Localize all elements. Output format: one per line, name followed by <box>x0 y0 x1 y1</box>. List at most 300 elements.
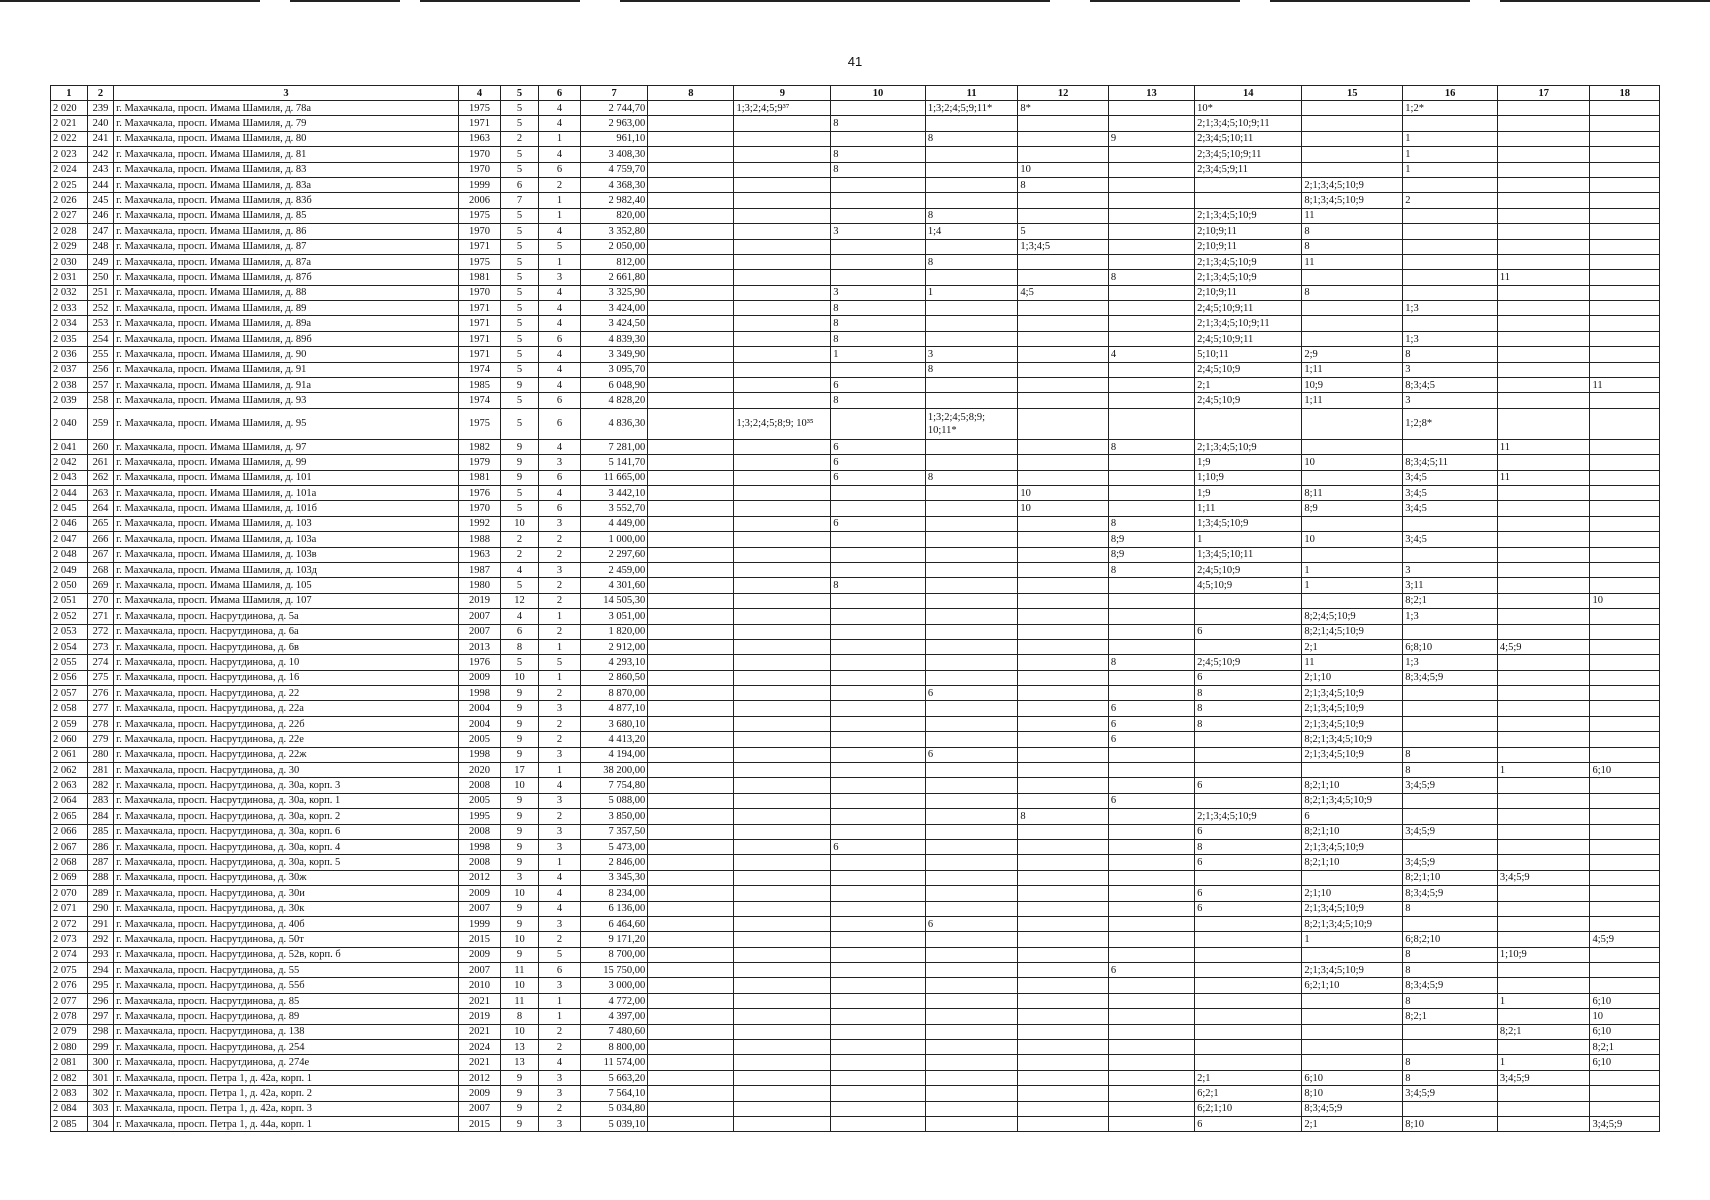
table-cell-col-14: 2;10;9;11 <box>1195 239 1302 254</box>
column-header-10: 10 <box>831 86 926 101</box>
table-cell-col-4: 2007 <box>459 963 501 978</box>
table-cell-col-6: 6 <box>538 162 580 177</box>
table-cell-col-10 <box>831 208 926 223</box>
table-cell-col-1: 2 041 <box>51 439 88 454</box>
table-cell-col-11 <box>925 670 1018 685</box>
table-cell-col-18 <box>1590 793 1660 808</box>
table-cell-col-6: 4 <box>538 778 580 793</box>
table-cell-col-12 <box>1018 655 1108 670</box>
table-cell-col-10: 8 <box>831 147 926 162</box>
table-cell-col-11 <box>925 1117 1018 1132</box>
table-cell-col-5: 9 <box>501 1101 539 1116</box>
table-cell-col-17 <box>1497 593 1590 608</box>
table-cell-col-13 <box>1108 686 1194 701</box>
table-row <box>51 593 1660 608</box>
table-cell-col-11 <box>925 839 1018 854</box>
table-cell-col-10 <box>831 501 926 516</box>
table-cell-col-17 <box>1497 839 1590 854</box>
table-cell-col-7: 38 200,00 <box>580 763 647 778</box>
table-cell-col-14: 8 <box>1195 686 1302 701</box>
table-cell-col-7: 4 836,30 <box>580 408 647 439</box>
table-cell-col-10 <box>831 193 926 208</box>
table-cell-col-7: 11 665,00 <box>580 470 647 485</box>
table-cell-col-13 <box>1108 916 1194 931</box>
table-cell-col-14: 4;5;10;9 <box>1195 578 1302 593</box>
table-cell-col-5: 5 <box>501 362 539 377</box>
table-cell-col-13 <box>1108 901 1194 916</box>
table-cell-col-17 <box>1497 147 1590 162</box>
table-cell-col-1: 2 038 <box>51 378 88 393</box>
table-cell-col-12 <box>1018 993 1108 1008</box>
table-cell-col-14 <box>1195 609 1302 624</box>
table-cell-col-17: 11 <box>1497 470 1590 485</box>
table-cell-col-9 <box>734 1055 831 1070</box>
table-cell-col-15: 11 <box>1302 208 1403 223</box>
table-cell-col-1: 2 056 <box>51 670 88 685</box>
table-cell-col-10: 6 <box>831 455 926 470</box>
table-cell-col-11: 8 <box>925 131 1018 146</box>
table-cell-col-1: 2 075 <box>51 963 88 978</box>
table-row <box>51 686 1660 701</box>
table-cell-col-7: 7 357,50 <box>580 824 647 839</box>
table-cell-col-1: 2 062 <box>51 763 88 778</box>
table-cell-col-18 <box>1590 1070 1660 1085</box>
table-cell-col-13 <box>1108 747 1194 762</box>
table-cell-col-8 <box>648 686 734 701</box>
table-cell-col-14 <box>1195 177 1302 192</box>
table-cell-col-17 <box>1497 1009 1590 1024</box>
table-cell-col-16: 1;3 <box>1403 609 1498 624</box>
table-cell-col-18 <box>1590 886 1660 901</box>
table-cell-col-2: 266 <box>87 532 113 547</box>
table-cell-col-2: 302 <box>87 1086 113 1101</box>
table-cell-col-5: 9 <box>501 824 539 839</box>
table-cell-col-2: 274 <box>87 655 113 670</box>
table-cell-col-14: 6;2;1;10 <box>1195 1101 1302 1116</box>
table-cell-col-2: 281 <box>87 763 113 778</box>
table-cell-col-7: 5 034,80 <box>580 1101 647 1116</box>
table-cell-col-14 <box>1195 1009 1302 1024</box>
table-cell-col-11 <box>925 655 1018 670</box>
table-cell-col-12 <box>1018 824 1108 839</box>
table-cell-col-12 <box>1018 1101 1108 1116</box>
table-cell-col-9 <box>734 932 831 947</box>
table-cell-col-4: 2007 <box>459 901 501 916</box>
table-cell-col-12 <box>1018 901 1108 916</box>
table-cell-col-7: 5 088,00 <box>580 793 647 808</box>
table-cell-col-3: г. Махачкала, просп. Насрутдинова, д. 254 <box>114 1040 459 1055</box>
table-cell-col-16 <box>1403 285 1498 300</box>
table-cell-col-8 <box>648 193 734 208</box>
table-cell-col-1: 2 082 <box>51 1070 88 1085</box>
table-cell-col-1: 2 052 <box>51 609 88 624</box>
table-cell-col-15: 8;2;4;5;10;9 <box>1302 609 1403 624</box>
table-cell-col-14: 2;1;3;4;5;10;9;11 <box>1195 316 1302 331</box>
table-cell-col-7: 1 820,00 <box>580 624 647 639</box>
table-cell-col-18 <box>1590 316 1660 331</box>
table-cell-col-3: г. Махачкала, просп. Имама Шамиля, д. 103а <box>114 532 459 547</box>
table-cell-col-16: 8;3;4;5;11 <box>1403 455 1498 470</box>
table-cell-col-13 <box>1108 501 1194 516</box>
table-cell-col-9 <box>734 316 831 331</box>
table-cell-col-13 <box>1108 932 1194 947</box>
table-cell-col-12: 1;3;4;5 <box>1018 239 1108 254</box>
table-cell-col-12 <box>1018 316 1108 331</box>
table-cell-col-18 <box>1590 747 1660 762</box>
table-cell-col-13 <box>1108 1117 1194 1132</box>
table-cell-col-4: 1970 <box>459 501 501 516</box>
table-cell-col-2: 262 <box>87 470 113 485</box>
table-cell-col-13: 8 <box>1108 655 1194 670</box>
column-header-4: 4 <box>459 86 501 101</box>
table-cell-col-13: 6 <box>1108 963 1194 978</box>
table-cell-col-9 <box>734 378 831 393</box>
table-cell-col-13 <box>1108 316 1194 331</box>
table-cell-col-10: 8 <box>831 393 926 408</box>
table-cell-col-18 <box>1590 208 1660 223</box>
table-cell-col-18 <box>1590 131 1660 146</box>
table-cell-col-11 <box>925 855 1018 870</box>
table-cell-col-4: 1985 <box>459 378 501 393</box>
table-cell-col-1: 2 069 <box>51 870 88 885</box>
table-cell-col-13 <box>1108 886 1194 901</box>
table-cell-col-17 <box>1497 131 1590 146</box>
table-cell-col-14 <box>1195 639 1302 654</box>
table-cell-col-6: 3 <box>538 1086 580 1101</box>
table-cell-col-6: 2 <box>538 1024 580 1039</box>
column-header-14: 14 <box>1195 86 1302 101</box>
table-cell-col-11 <box>925 870 1018 885</box>
table-cell-col-14: 2;4;5;10;9 <box>1195 362 1302 377</box>
table-cell-col-8 <box>648 624 734 639</box>
table-cell-col-5: 5 <box>501 316 539 331</box>
table-cell-col-11: 8 <box>925 362 1018 377</box>
table-cell-col-12 <box>1018 978 1108 993</box>
table-cell-col-9 <box>734 147 831 162</box>
table-cell-col-12 <box>1018 408 1108 439</box>
table-cell-col-13 <box>1108 116 1194 131</box>
table-cell-col-14: 6;2;1 <box>1195 1086 1302 1101</box>
table-cell-col-15: 8;2;1;3;4;5;10;9 <box>1302 732 1403 747</box>
table-cell-col-7: 3 680,10 <box>580 716 647 731</box>
table-cell-col-16 <box>1403 793 1498 808</box>
table-cell-col-10: 6 <box>831 839 926 854</box>
table-cell-col-3: г. Махачкала, просп. Имама Шамиля, д. 103 <box>114 516 459 531</box>
table-cell-col-11 <box>925 624 1018 639</box>
table-cell-col-3: г. Махачкала, просп. Насрутдинова, д. 5а <box>114 609 459 624</box>
table-cell-col-2: 280 <box>87 747 113 762</box>
table-cell-col-14: 10* <box>1195 101 1302 116</box>
table-cell-col-16: 3 <box>1403 362 1498 377</box>
table-cell-col-6: 1 <box>538 193 580 208</box>
table-cell-col-11 <box>925 455 1018 470</box>
table-cell-col-14 <box>1195 593 1302 608</box>
table-cell-col-14: 2;4;5;10;9;11 <box>1195 301 1302 316</box>
table-cell-col-1: 2 072 <box>51 916 88 931</box>
table-cell-col-6: 4 <box>538 316 580 331</box>
table-cell-col-15: 2;1;3;4;5;10;9 <box>1302 747 1403 762</box>
table-cell-col-15 <box>1302 101 1403 116</box>
table-cell-col-3: г. Махачкала, просп. Имама Шамиля, д. 78а <box>114 101 459 116</box>
table-cell-col-14: 2;10;9;11 <box>1195 224 1302 239</box>
table-cell-col-1: 2 070 <box>51 886 88 901</box>
table-cell-col-15: 2;1 <box>1302 1117 1403 1132</box>
table-row <box>51 963 1660 978</box>
table-cell-col-17 <box>1497 347 1590 362</box>
table-cell-col-14 <box>1195 870 1302 885</box>
table-cell-col-8 <box>648 963 734 978</box>
table-cell-col-5: 8 <box>501 639 539 654</box>
table-cell-col-18 <box>1590 331 1660 346</box>
table-cell-col-9 <box>734 809 831 824</box>
table-cell-col-11: 6 <box>925 747 1018 762</box>
table-cell-col-16 <box>1403 686 1498 701</box>
table-cell-col-3: г. Махачкала, просп. Имама Шамиля, д. 81 <box>114 147 459 162</box>
table-cell-col-1: 2 057 <box>51 686 88 701</box>
table-cell-col-14: 2;3;4;5;10;11 <box>1195 131 1302 146</box>
table-cell-col-7: 8 234,00 <box>580 886 647 901</box>
table-cell-col-3: г. Махачкала, просп. Имама Шамиля, д. 101 <box>114 470 459 485</box>
column-header-2: 2 <box>87 86 113 101</box>
table-cell-col-9 <box>734 732 831 747</box>
table-cell-col-10 <box>831 639 926 654</box>
table-cell-col-5: 9 <box>501 701 539 716</box>
table-cell-col-17 <box>1497 254 1590 269</box>
table-cell-col-13 <box>1108 301 1194 316</box>
table-cell-col-16: 1;2* <box>1403 101 1498 116</box>
table-row <box>51 1024 1660 1039</box>
table-cell-col-17 <box>1497 532 1590 547</box>
table-cell-col-4: 2008 <box>459 824 501 839</box>
table-row <box>51 701 1660 716</box>
table-cell-col-2: 264 <box>87 501 113 516</box>
table-cell-col-2: 244 <box>87 177 113 192</box>
table-row <box>51 809 1660 824</box>
table-row <box>51 609 1660 624</box>
table-cell-col-18 <box>1590 362 1660 377</box>
table-cell-col-3: г. Махачкала, просп. Петра 1, д. 44а, корп. 1 <box>114 1117 459 1132</box>
table-row <box>51 670 1660 685</box>
table-cell-col-8 <box>648 716 734 731</box>
table-cell-col-11: 8 <box>925 254 1018 269</box>
table-cell-col-6: 3 <box>538 793 580 808</box>
table-cell-col-1: 2 034 <box>51 316 88 331</box>
table-cell-col-4: 1999 <box>459 916 501 931</box>
table-row <box>51 439 1660 454</box>
table-cell-col-18 <box>1590 686 1660 701</box>
table-cell-col-16: 1 <box>1403 131 1498 146</box>
table-cell-col-13 <box>1108 670 1194 685</box>
table-cell-col-3: г. Махачкала, просп. Насрутдинова, д. 30 <box>114 763 459 778</box>
table-cell-col-17 <box>1497 562 1590 577</box>
table-cell-col-3: г. Махачкала, просп. Насрутдинова, д. 6в <box>114 639 459 654</box>
table-cell-col-13 <box>1108 285 1194 300</box>
table-row <box>51 239 1660 254</box>
table-cell-col-11 <box>925 547 1018 562</box>
table-cell-col-14: 1 <box>1195 532 1302 547</box>
table-row <box>51 1086 1660 1101</box>
table-cell-col-1: 2 051 <box>51 593 88 608</box>
table-cell-col-4: 1992 <box>459 516 501 531</box>
table-cell-col-7: 3 345,30 <box>580 870 647 885</box>
table-cell-col-1: 2 059 <box>51 716 88 731</box>
table-cell-col-16 <box>1403 516 1498 531</box>
table-cell-col-13: 6 <box>1108 701 1194 716</box>
table-row <box>51 624 1660 639</box>
table-cell-col-6: 1 <box>538 763 580 778</box>
table-cell-col-15 <box>1302 439 1403 454</box>
table-cell-col-15 <box>1302 1040 1403 1055</box>
table-cell-col-5: 8 <box>501 1009 539 1024</box>
column-header-5: 5 <box>501 86 539 101</box>
table-cell-col-17: 1 <box>1497 763 1590 778</box>
top-border <box>0 0 1710 2</box>
table-row <box>51 1117 1660 1132</box>
table-cell-col-16 <box>1403 270 1498 285</box>
table-cell-col-13 <box>1108 763 1194 778</box>
table-cell-col-10 <box>831 239 926 254</box>
table-cell-col-4: 1981 <box>459 270 501 285</box>
table-cell-col-5: 2 <box>501 532 539 547</box>
table-cell-col-2: 301 <box>87 1070 113 1085</box>
table-cell-col-16: 8;2;1 <box>1403 1009 1498 1024</box>
table-cell-col-14: 1;9 <box>1195 485 1302 500</box>
table-row <box>51 208 1660 223</box>
table-cell-col-12 <box>1018 131 1108 146</box>
table-cell-col-17 <box>1497 778 1590 793</box>
table-cell-col-17 <box>1497 670 1590 685</box>
table-cell-col-9 <box>734 1009 831 1024</box>
table-cell-col-2: 251 <box>87 285 113 300</box>
table-cell-col-9 <box>734 393 831 408</box>
table-cell-col-6: 3 <box>538 839 580 854</box>
table-cell-col-10 <box>831 593 926 608</box>
column-header-11: 11 <box>925 86 1018 101</box>
table-cell-col-17 <box>1497 547 1590 562</box>
table-row <box>51 855 1660 870</box>
table-cell-col-2: 261 <box>87 455 113 470</box>
table-cell-col-9 <box>734 655 831 670</box>
table-cell-col-13 <box>1108 254 1194 269</box>
table-cell-col-5: 4 <box>501 562 539 577</box>
table-cell-col-10 <box>831 778 926 793</box>
table-cell-col-9: 1;3;2;4;5;8;9; 10³⁵ <box>734 408 831 439</box>
table-cell-col-14: 2;1;3;4;5;10;9 <box>1195 270 1302 285</box>
table-cell-col-13: 6 <box>1108 716 1194 731</box>
table-cell-col-8 <box>648 1055 734 1070</box>
table-cell-col-1: 2 060 <box>51 732 88 747</box>
table-cell-col-8 <box>648 101 734 116</box>
table-cell-col-9 <box>734 701 831 716</box>
table-cell-col-6: 4 <box>538 285 580 300</box>
table-cell-col-18 <box>1590 485 1660 500</box>
table-cell-col-3: г. Махачкала, просп. Насрутдинова, д. 22е <box>114 732 459 747</box>
table-cell-col-2: 267 <box>87 547 113 562</box>
table-cell-col-18: 8;2;1 <box>1590 1040 1660 1055</box>
table-cell-col-6: 2 <box>538 547 580 562</box>
table-cell-col-17: 1 <box>1497 993 1590 1008</box>
table-row <box>51 732 1660 747</box>
table-cell-col-1: 2 025 <box>51 177 88 192</box>
table-cell-col-11 <box>925 301 1018 316</box>
table-cell-col-14: 2;1;3;4;5;10;9;11 <box>1195 116 1302 131</box>
table-cell-col-17: 8;2;1 <box>1497 1024 1590 1039</box>
table-cell-col-1: 2 035 <box>51 331 88 346</box>
table-cell-col-1: 2 085 <box>51 1117 88 1132</box>
table-cell-col-3: г. Махачкала, просп. Имама Шамиля, д. 91а <box>114 378 459 393</box>
table-cell-col-4: 1971 <box>459 239 501 254</box>
table-cell-col-3: г. Махачкала, просп. Насрутдинова, д. 50т <box>114 932 459 947</box>
table-cell-col-14: 6 <box>1195 778 1302 793</box>
table-cell-col-5: 9 <box>501 901 539 916</box>
table-cell-col-9 <box>734 716 831 731</box>
table-cell-col-17 <box>1497 1040 1590 1055</box>
table-row <box>51 131 1660 146</box>
table-cell-col-18 <box>1590 547 1660 562</box>
table-cell-col-18 <box>1590 855 1660 870</box>
table-cell-col-7: 4 449,00 <box>580 516 647 531</box>
table-cell-col-16 <box>1403 316 1498 331</box>
table-cell-col-14: 1;11 <box>1195 501 1302 516</box>
table-cell-col-10 <box>831 732 926 747</box>
table-cell-col-3: г. Махачкала, просп. Имама Шамиля, д. 89 <box>114 301 459 316</box>
table-cell-col-15: 8;2;1;3;4;5;10;9 <box>1302 916 1403 931</box>
table-cell-col-5: 5 <box>501 331 539 346</box>
table-cell-col-15 <box>1302 470 1403 485</box>
table-cell-col-3: г. Махачкала, просп. Насрутдинова, д. 16 <box>114 670 459 685</box>
table-cell-col-1: 2 066 <box>51 824 88 839</box>
table-cell-col-8 <box>648 763 734 778</box>
table-cell-col-2: 300 <box>87 1055 113 1070</box>
table-cell-col-10 <box>831 716 926 731</box>
table-cell-col-7: 5 663,20 <box>580 1070 647 1085</box>
table-cell-col-7: 2 050,00 <box>580 239 647 254</box>
table-cell-col-8 <box>648 393 734 408</box>
table-row <box>51 1070 1660 1085</box>
table-cell-col-17 <box>1497 578 1590 593</box>
table-cell-col-1: 2 079 <box>51 1024 88 1039</box>
table-cell-col-4: 2013 <box>459 639 501 654</box>
table-cell-col-7: 2 982,40 <box>580 193 647 208</box>
table-cell-col-8 <box>648 485 734 500</box>
table-cell-col-3: г. Махачкала, просп. Имама Шамиля, д. 101а <box>114 485 459 500</box>
table-cell-col-2: 263 <box>87 485 113 500</box>
table-cell-col-3: г. Махачкала, просп. Насрутдинова, д. 30а, корп. 3 <box>114 778 459 793</box>
table-cell-col-4: 2005 <box>459 732 501 747</box>
table-cell-col-6: 4 <box>538 101 580 116</box>
column-header-13: 13 <box>1108 86 1194 101</box>
table-cell-col-9 <box>734 285 831 300</box>
table-cell-col-2: 290 <box>87 901 113 916</box>
table-cell-col-1: 2 074 <box>51 947 88 962</box>
table-cell-col-13: 8 <box>1108 270 1194 285</box>
table-cell-col-2: 271 <box>87 609 113 624</box>
table-cell-col-17 <box>1497 886 1590 901</box>
column-header-17: 17 <box>1497 86 1590 101</box>
table-cell-col-2: 241 <box>87 131 113 146</box>
table-cell-col-16: 8 <box>1403 901 1498 916</box>
table-cell-col-5: 17 <box>501 763 539 778</box>
table-cell-col-13 <box>1108 1040 1194 1055</box>
table-row <box>51 362 1660 377</box>
table-cell-col-15 <box>1302 547 1403 562</box>
table-cell-col-15 <box>1302 516 1403 531</box>
table-cell-col-9 <box>734 963 831 978</box>
table-cell-col-17 <box>1497 747 1590 762</box>
table-cell-col-18 <box>1590 301 1660 316</box>
table-cell-col-10: 6 <box>831 516 926 531</box>
table-cell-col-2: 254 <box>87 331 113 346</box>
